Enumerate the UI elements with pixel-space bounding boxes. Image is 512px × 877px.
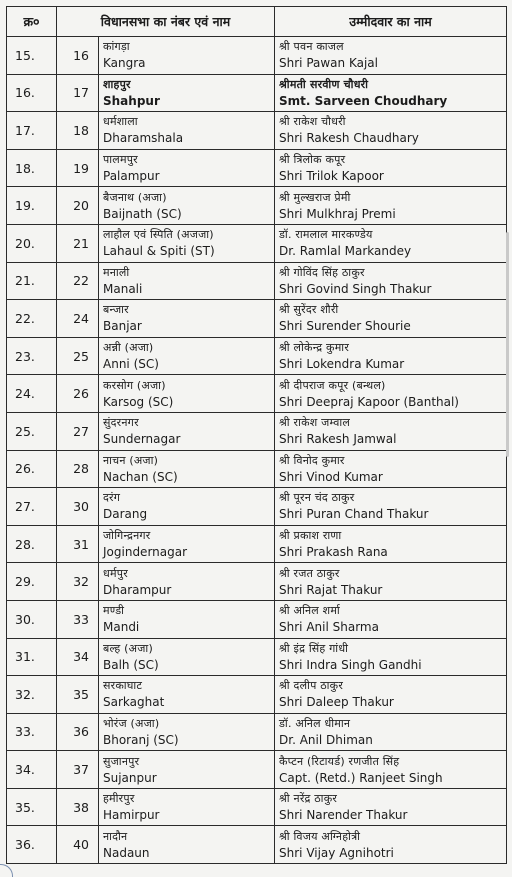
constituency-name-english: Nachan (SC) bbox=[103, 469, 178, 484]
candidate-name-cell bbox=[275, 112, 507, 150]
table-row bbox=[7, 826, 507, 864]
candidate-name-hindi: श्री रजत ठाकुर bbox=[279, 566, 340, 580]
constituency-name-english: Bhoranj (SC) bbox=[103, 732, 179, 747]
serial-cell: 21. bbox=[7, 262, 57, 300]
constituency-name-english: Sundernagar bbox=[103, 432, 181, 447]
constituency-number: 25 bbox=[57, 337, 99, 375]
constituency-name-hindi: बल्ह (अजा) bbox=[103, 641, 153, 655]
constituency-name-hindi: हमीरपुर bbox=[103, 792, 135, 806]
constituency-name-hindi: धर्मपुर bbox=[103, 566, 128, 580]
candidate-name-english: Shri Mulkhraj Premi bbox=[279, 206, 396, 221]
table-row bbox=[7, 149, 507, 187]
candidate-name-hindi: श्री राकेश जम्वाल bbox=[279, 416, 351, 430]
constituency-name-english: Lahaul & Spiti (ST) bbox=[103, 244, 215, 259]
constituency-name-hindi: करसोग (अजा) bbox=[103, 378, 166, 392]
constituency-number: 36 bbox=[57, 713, 99, 751]
constituency-number: 30 bbox=[57, 488, 99, 526]
constituency-name-english: Banjar bbox=[103, 319, 142, 334]
serial-cell: 25. bbox=[7, 412, 57, 450]
constituency-number: 34 bbox=[57, 638, 99, 676]
candidate-name-english: Shri Anil Sharma bbox=[279, 620, 379, 635]
candidate-name-hindi: श्री प्रकाश राणा bbox=[279, 529, 342, 543]
candidate-name-cell bbox=[275, 525, 507, 563]
constituency-number: 22 bbox=[57, 262, 99, 300]
candidate-name-english: Shri Lokendra Kumar bbox=[279, 357, 405, 372]
table-row bbox=[7, 375, 507, 413]
constituency-name-cell bbox=[99, 112, 275, 150]
table-row bbox=[7, 262, 507, 300]
candidate-name-hindi: श्री गोविंद सिंह ठाकुर bbox=[279, 265, 365, 279]
candidate-name-hindi: श्री दीपराज कपूर (बन्थल) bbox=[279, 378, 386, 392]
candidate-name-cell bbox=[275, 826, 507, 864]
serial-cell: 33. bbox=[7, 713, 57, 751]
constituency-name-cell bbox=[99, 149, 275, 187]
serial-cell: 15. bbox=[7, 37, 57, 75]
constituency-name-hindi: दरंग bbox=[103, 491, 121, 505]
constituency-name-english: Nadaun bbox=[103, 845, 150, 860]
serial-cell: 18. bbox=[7, 149, 57, 187]
candidate-name-cell bbox=[275, 563, 507, 601]
header-candidate: उम्मीदवार का नाम bbox=[275, 7, 507, 37]
table-row bbox=[7, 37, 507, 75]
constituency-name-hindi: पालमपुर bbox=[103, 153, 138, 167]
constituency-name-english: Dharampur bbox=[103, 582, 172, 597]
scrollbar[interactable] bbox=[506, 232, 509, 457]
constituency-name-hindi: शाहपुर bbox=[103, 77, 131, 91]
constituency-number: 33 bbox=[57, 600, 99, 638]
constituency-number: 26 bbox=[57, 375, 99, 413]
candidate-name-english: Dr. Ramlal Markandey bbox=[279, 244, 412, 259]
candidate-name-hindi: श्री दलीप ठाकुर bbox=[279, 679, 344, 693]
table-row bbox=[7, 525, 507, 563]
constituency-name-cell bbox=[99, 676, 275, 714]
candidate-name-hindi: श्री विजय अग्निहोत्री bbox=[279, 829, 361, 843]
serial-cell: 32. bbox=[7, 676, 57, 714]
constituency-name-english: Baijnath (SC) bbox=[103, 206, 182, 221]
candidate-name-cell bbox=[275, 713, 507, 751]
constituency-name-hindi: सुंदरनगर bbox=[103, 416, 139, 430]
table-row bbox=[7, 713, 507, 751]
candidate-name-hindi: श्रीमती सरवीण चौधरी bbox=[279, 77, 369, 91]
candidate-name-hindi: श्री इंद्र सिंह गांधी bbox=[279, 641, 349, 655]
candidate-name-english: Shri Indra Singh Gandhi bbox=[279, 657, 422, 672]
table-row bbox=[7, 638, 507, 676]
table-row bbox=[7, 450, 507, 488]
serial-cell: 31. bbox=[7, 638, 57, 676]
table-row bbox=[7, 187, 507, 225]
candidate-name-english: Shri Rajat Thakur bbox=[279, 582, 383, 597]
table-row bbox=[7, 751, 507, 789]
constituency-name-english: Mandi bbox=[103, 620, 140, 635]
constituency-name-cell bbox=[99, 450, 275, 488]
constituency-name-hindi: बन्जार bbox=[103, 303, 129, 317]
constituency-name-english: Dharamshala bbox=[103, 131, 184, 146]
constituency-name-hindi: नादौन bbox=[103, 829, 128, 843]
corner-stamp bbox=[0, 864, 13, 877]
table-header bbox=[7, 7, 507, 37]
candidate-name-cell bbox=[275, 187, 507, 225]
table-row bbox=[7, 600, 507, 638]
constituency-name-hindi: सुजानपुर bbox=[103, 754, 140, 768]
candidate-name-english: Shri Trilok Kapoor bbox=[279, 169, 384, 184]
candidate-name-hindi: श्री मुल्खराज प्रेमी bbox=[279, 190, 351, 204]
serial-cell: 20. bbox=[7, 224, 57, 262]
candidate-name-cell bbox=[275, 600, 507, 638]
candidate-name-cell bbox=[275, 337, 507, 375]
serial-cell: 29. bbox=[7, 563, 57, 601]
table-row bbox=[7, 300, 507, 338]
candidate-name-cell bbox=[275, 262, 507, 300]
candidate-name-english: Smt. Sarveen Choudhary bbox=[279, 93, 448, 108]
candidate-name-english: Shri Rakesh Chaudhary bbox=[279, 131, 419, 146]
candidate-name-english: Shri Narender Thakur bbox=[279, 808, 408, 823]
header-constituency: विधानसभा का नंबर एवं नाम bbox=[57, 7, 275, 37]
constituency-name-english: Manali bbox=[103, 281, 143, 296]
candidate-name-cell bbox=[275, 300, 507, 338]
constituency-name-cell bbox=[99, 37, 275, 75]
table-row bbox=[7, 224, 507, 262]
serial-cell: 27. bbox=[7, 488, 57, 526]
constituency-name-hindi: मनाली bbox=[103, 265, 130, 279]
table-row bbox=[7, 488, 507, 526]
serial-cell: 35. bbox=[7, 788, 57, 826]
constituency-number: 28 bbox=[57, 450, 99, 488]
table-row bbox=[7, 337, 507, 375]
candidate-name-hindi: श्री सुरेंदर शौरी bbox=[279, 303, 339, 317]
constituency-number: 32 bbox=[57, 563, 99, 601]
header-serial: क्र० bbox=[7, 7, 57, 37]
constituency-number: 21 bbox=[57, 224, 99, 262]
candidate-name-cell bbox=[275, 751, 507, 789]
candidate-name-english: Shri Prakash Rana bbox=[279, 545, 388, 560]
table-row bbox=[7, 563, 507, 601]
candidate-name-english: Capt. (Retd.) Ranjeet Singh bbox=[279, 770, 443, 785]
serial-cell: 28. bbox=[7, 525, 57, 563]
candidate-name-hindi: कैप्टन (रिटायर्ड) रणजीत सिंह bbox=[279, 754, 400, 768]
candidate-name-cell bbox=[275, 450, 507, 488]
constituency-number: 16 bbox=[57, 37, 99, 75]
constituency-name-cell bbox=[99, 600, 275, 638]
candidate-name-hindi: डॉ. रामलाल मारकण्डेय bbox=[279, 228, 373, 242]
constituency-name-english: Sarkaghat bbox=[103, 695, 165, 710]
constituency-name-hindi: भोरंज (अजा) bbox=[103, 716, 160, 730]
constituency-name-cell bbox=[99, 826, 275, 864]
candidate-name-hindi: श्री लोकेन्द्र कुमार bbox=[279, 341, 350, 355]
constituency-name-hindi: मण्डी bbox=[103, 604, 125, 618]
constituency-number: 24 bbox=[57, 300, 99, 338]
constituency-name-hindi: सरकाघाट bbox=[103, 679, 143, 693]
serial-cell: 24. bbox=[7, 375, 57, 413]
constituency-number: 20 bbox=[57, 187, 99, 225]
candidate-name-english: Shri Govind Singh Thakur bbox=[279, 281, 432, 296]
table-body bbox=[7, 37, 507, 864]
candidate-name-hindi: श्री राकेश चौधरी bbox=[279, 115, 346, 129]
candidate-name-hindi: श्री अनिल शर्मा bbox=[279, 604, 340, 618]
constituency-name-hindi: लाहौल एवं स्पिति (अजजा) bbox=[103, 228, 214, 242]
constituency-number: 19 bbox=[57, 149, 99, 187]
constituency-name-english: Hamirpur bbox=[103, 808, 160, 823]
constituency-name-cell bbox=[99, 300, 275, 338]
constituency-name-cell bbox=[99, 713, 275, 751]
constituency-name-cell bbox=[99, 74, 275, 112]
candidate-name-english: Dr. Anil Dhiman bbox=[279, 732, 373, 747]
constituency-name-hindi: बैजनाथ (अजा) bbox=[103, 190, 167, 204]
serial-cell: 17. bbox=[7, 112, 57, 150]
constituency-name-cell bbox=[99, 488, 275, 526]
candidate-name-english: Shri Deepraj Kapoor (Banthal) bbox=[279, 394, 459, 409]
constituency-name-english: Kangra bbox=[103, 56, 146, 71]
constituency-name-cell bbox=[99, 788, 275, 826]
constituency-name-hindi: कांगड़ा bbox=[103, 40, 130, 54]
serial-cell: 36. bbox=[7, 826, 57, 864]
constituency-number: 17 bbox=[57, 74, 99, 112]
candidate-name-hindi: श्री त्रिलोक कपूर bbox=[279, 153, 346, 167]
candidate-name-hindi: श्री नरेंद्र ठाकुर bbox=[279, 792, 338, 806]
serial-cell: 34. bbox=[7, 751, 57, 789]
constituency-name-cell bbox=[99, 412, 275, 450]
constituency-name-hindi: धर्मशाला bbox=[103, 115, 138, 129]
constituency-name-english: Darang bbox=[103, 507, 148, 522]
constituency-number: 35 bbox=[57, 676, 99, 714]
constituency-name-cell bbox=[99, 563, 275, 601]
constituency-name-cell bbox=[99, 224, 275, 262]
candidate-name-cell bbox=[275, 412, 507, 450]
candidate-name-cell bbox=[275, 224, 507, 262]
candidate-name-cell bbox=[275, 74, 507, 112]
constituency-name-cell bbox=[99, 525, 275, 563]
constituency-name-english: Anni (SC) bbox=[103, 357, 159, 372]
candidate-name-english: Shri Daleep Thakur bbox=[279, 695, 394, 710]
constituency-name-english: Balh (SC) bbox=[103, 657, 159, 672]
constituency-name-hindi: जोगिन्द्रनगर bbox=[103, 529, 151, 543]
candidate-name-english: Shri Pawan Kajal bbox=[279, 56, 378, 71]
constituency-number: 27 bbox=[57, 412, 99, 450]
candidate-name-english: Shri Surender Shourie bbox=[279, 319, 411, 334]
serial-cell: 22. bbox=[7, 300, 57, 338]
candidate-name-cell bbox=[275, 149, 507, 187]
candidate-name-cell bbox=[275, 37, 507, 75]
table-row bbox=[7, 112, 507, 150]
candidate-name-hindi: श्री पूरन चंद ठाकुर bbox=[279, 491, 355, 505]
constituency-name-cell bbox=[99, 262, 275, 300]
candidate-name-english: Shri Rakesh Jamwal bbox=[279, 432, 397, 447]
constituency-name-hindi: अन्नी (अजा) bbox=[103, 341, 154, 355]
candidate-name-cell bbox=[275, 488, 507, 526]
candidate-name-english: Shri Puran Chand Thakur bbox=[279, 507, 429, 522]
constituency-name-english: Shahpur bbox=[103, 93, 160, 108]
constituency-name-english: Karsog (SC) bbox=[103, 394, 174, 409]
candidate-name-cell bbox=[275, 375, 507, 413]
candidate-name-hindi: डॉ. अनिल धीमान bbox=[279, 716, 351, 730]
candidate-name-english: Shri Vinod Kumar bbox=[279, 469, 383, 484]
serial-cell: 19. bbox=[7, 187, 57, 225]
constituency-name-english: Sujanpur bbox=[103, 770, 157, 785]
constituency-number: 18 bbox=[57, 112, 99, 150]
table-row bbox=[7, 412, 507, 450]
constituency-number: 40 bbox=[57, 826, 99, 864]
constituency-number: 38 bbox=[57, 788, 99, 826]
serial-cell: 16. bbox=[7, 74, 57, 112]
constituency-name-cell bbox=[99, 751, 275, 789]
candidate-name-cell bbox=[275, 638, 507, 676]
candidate-name-english: Shri Vijay Agnihotri bbox=[279, 845, 394, 860]
constituency-name-cell bbox=[99, 375, 275, 413]
constituency-name-cell bbox=[99, 337, 275, 375]
table-row bbox=[7, 788, 507, 826]
constituency-name-cell bbox=[99, 187, 275, 225]
serial-cell: 26. bbox=[7, 450, 57, 488]
serial-cell: 30. bbox=[7, 600, 57, 638]
constituency-name-cell bbox=[99, 638, 275, 676]
constituency-name-english: Palampur bbox=[103, 169, 160, 184]
constituency-name-english: Jogindernagar bbox=[103, 545, 188, 560]
serial-cell: 23. bbox=[7, 337, 57, 375]
candidate-table bbox=[6, 6, 507, 864]
table-row bbox=[7, 74, 507, 112]
candidate-name-cell bbox=[275, 788, 507, 826]
constituency-name-hindi: नाचन (अजा) bbox=[103, 453, 159, 467]
candidate-name-hindi: श्री विनोद कुमार bbox=[279, 453, 345, 467]
constituency-number: 31 bbox=[57, 525, 99, 563]
table-row bbox=[7, 676, 507, 714]
candidate-name-hindi: श्री पवन काजल bbox=[279, 40, 344, 54]
constituency-number: 37 bbox=[57, 751, 99, 789]
candidate-name-cell bbox=[275, 676, 507, 714]
